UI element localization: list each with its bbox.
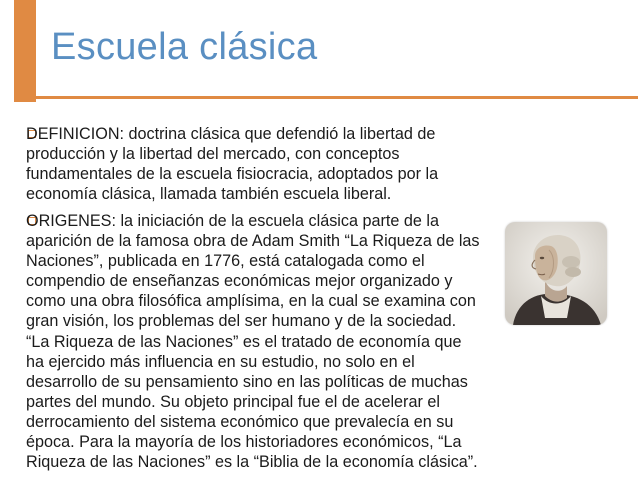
portrait-drawing xyxy=(505,222,607,325)
adam-smith-portrait xyxy=(505,222,607,325)
bullet-origenes: ORIGENES: la iniciación de la escuela clásica parte de la aparición de la famosa obra de Adam Smith “La Riqueza de las Naciones”, publicada en 1776, está catalogada como el compendio de enseñanzas económicas mejor organizado y como una obra filosófica amplísima, en la cual se examina con gran visión, los problemas del ser humano y de la sociedad. “La Riqueza de las Naciones” es el tratado de economía que ha ejercido más influencia en su estudio, no solo en el desarrollo de su pensamiento sino en las políticas de muchas partes del mundo. Su objeto principal fue el de acelerar el derrocamiento del sistema económico que prevalecía en su época. Para la mayoría de los historiadores económicos, “La Riqueza de las Naciones” es la “Biblia de la economía clásica”. xyxy=(26,212,480,472)
slide-left-margin xyxy=(0,0,14,479)
title-underline xyxy=(36,96,638,99)
slide-title: Escuela clásica xyxy=(51,26,318,68)
title-accent-block xyxy=(14,0,36,102)
title-rule-left xyxy=(14,96,36,99)
bullet-definicion: DEFINICION: doctrina clásica que defendió la libertad de producción y la libertad del mercado, con conceptos fundamentales de la escuela fisiocracia, adoptados por la economía clásica, llamada también escuela liberal. xyxy=(26,125,439,204)
